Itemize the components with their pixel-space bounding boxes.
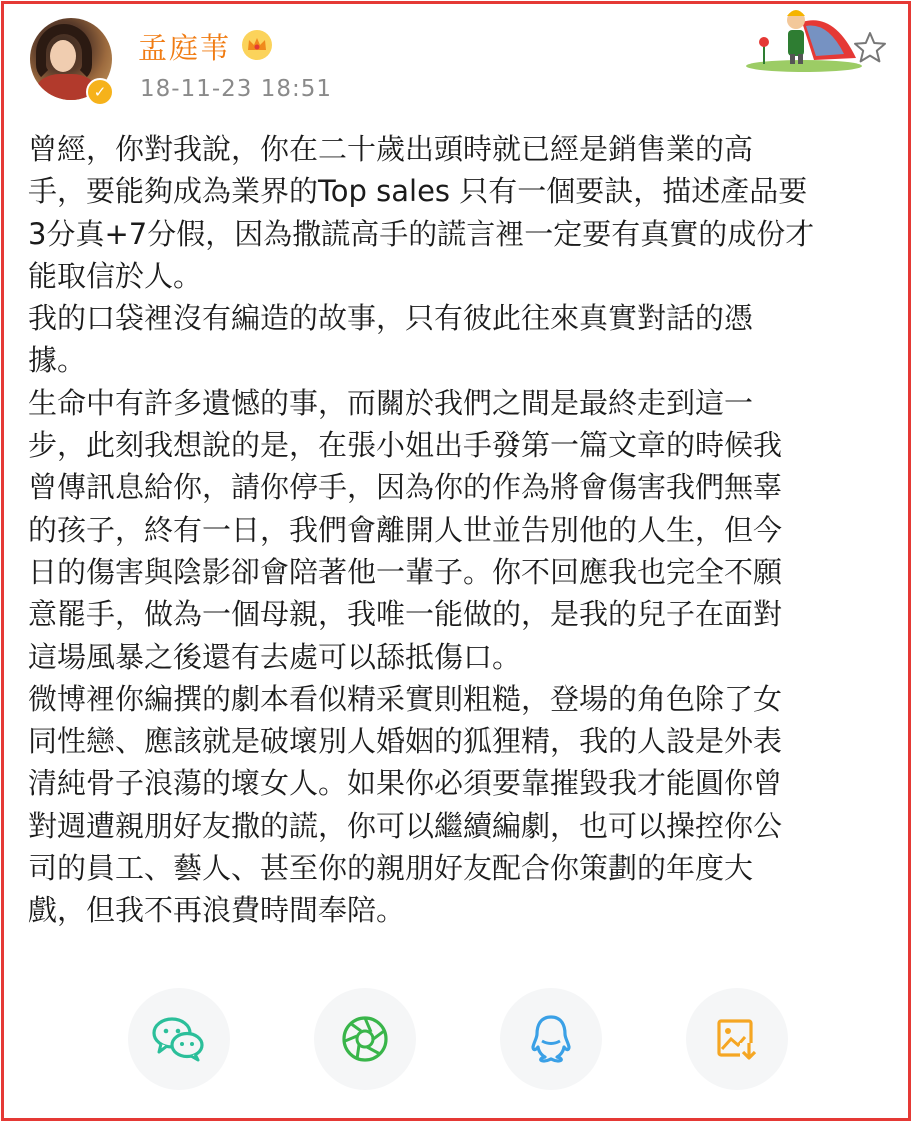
post-timestamp: 18-11-23 18:51 (140, 76, 332, 102)
moments-share-button[interactable] (314, 988, 416, 1090)
favorite-star-icon[interactable] (852, 30, 888, 66)
username[interactable]: 孟庭苇 (138, 31, 232, 65)
post-paragraph: 我的口袋裡沒有編造的故事，只有彼此往來真實對話的憑 據。 (28, 301, 754, 378)
save-image-icon (714, 1015, 760, 1063)
post-paragraph: 生命中有許多遺憾的事，而關於我們之間是最終走到這一 步，此刻我想說的是，在張小姐出手發第一篇文章的時候我 曾傳訊息給你，請你停手，因為你的作為將會傷害我們無辜 的孩子，終有一日，我們會離開人世並告別他的人生，但今 日的傷害與陰影卻會陪著他一輩子。你不回應我也完全不願 意罷手，做為一個母親，我唯一能做的，是我的兒子在面對 這場風暴之後還有去處可以舔抵傷口。 (28, 385, 783, 674)
qq-share-button[interactable] (500, 988, 602, 1090)
moments-icon (340, 1014, 390, 1064)
post-header (0, 0, 918, 120)
post-paragraph: 微博裡你編撰的劇本看似精采實則粗糙，登場的角色除了女 同性戀、應該就是破壞別人婚姻的狐狸精，我的人設是外表 清純骨子浪蕩的壞女人。如果你必須要靠摧毀我才能圓你曾 對週遭親朋好友撒的謊，你可以繼續編劇，也可以操控你公 司的員工、藝人、甚至你的親朋好友配合你策劃的年度大 戲，但我不再浪費時間奉陪。 (28, 681, 783, 928)
little-prince-decoration (744, 2, 864, 74)
qq-icon (528, 1013, 574, 1065)
vip-crown-icon (240, 28, 274, 62)
wechat-share-button[interactable] (128, 988, 230, 1090)
post-paragraph: 曾經，你對我說，你在二十歲出頭時就已經是銷售業的高 手，要能夠成為業界的Top sales 只有一個要訣，描述產品要 3分真+7分假，因為撒謊高手的謊言裡一定要有真實的成份才 能取信於人。 (28, 132, 815, 293)
wechat-icon (151, 1014, 207, 1064)
verified-badge-icon: ✓ (86, 78, 114, 106)
post-content (28, 128, 890, 932)
save-image-button[interactable] (686, 988, 788, 1090)
share-bar (0, 988, 918, 1092)
